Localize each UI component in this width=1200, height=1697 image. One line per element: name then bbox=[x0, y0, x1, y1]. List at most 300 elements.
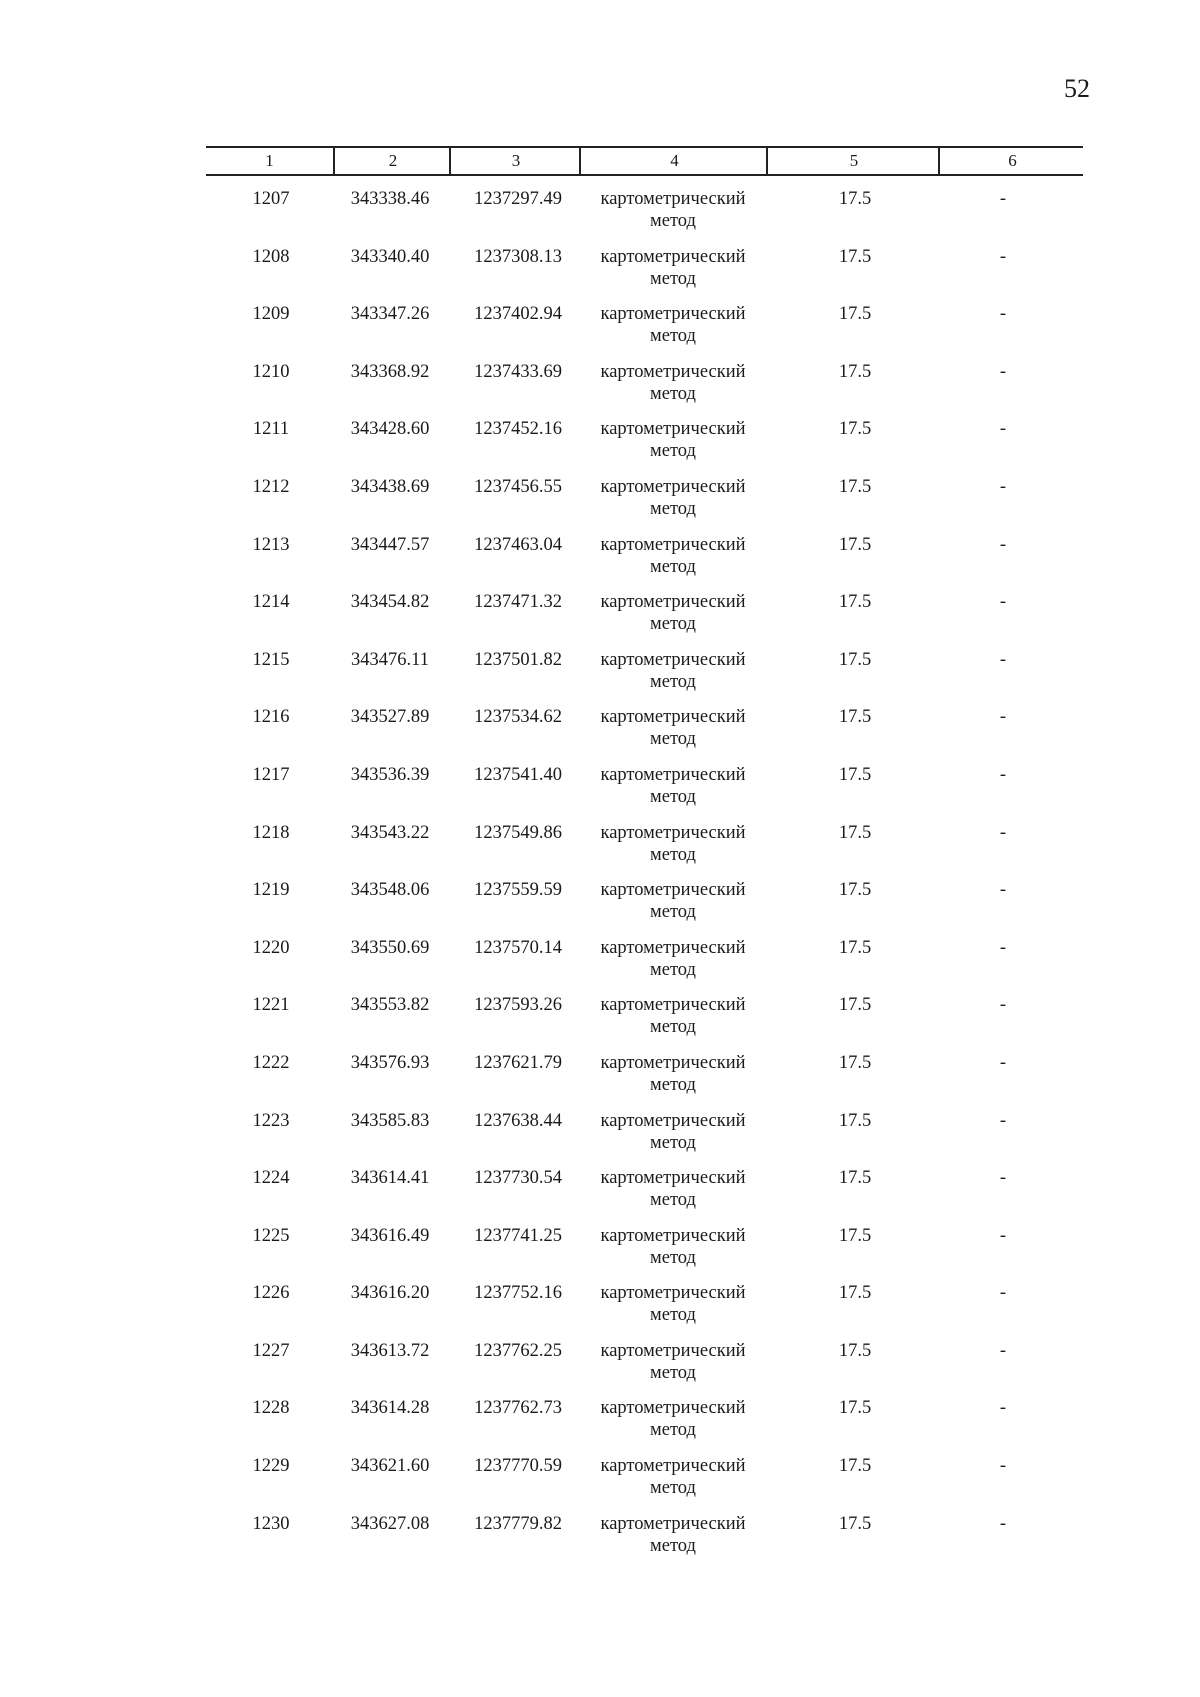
cell-point-number bbox=[226, 706, 316, 728]
table-row bbox=[0, 937, 1200, 995]
table-row bbox=[0, 1282, 1200, 1340]
cell-text: 1230 bbox=[252, 1513, 290, 1534]
cell-text: - bbox=[999, 649, 1007, 670]
cell-y-coordinate bbox=[458, 534, 578, 556]
cell-text: - bbox=[999, 937, 1007, 958]
cell-x-coordinate bbox=[340, 1110, 440, 1132]
cell-method bbox=[578, 591, 768, 635]
cell-text: 1216 bbox=[252, 707, 290, 728]
cell-text: 1237638.44 bbox=[474, 1110, 562, 1131]
cell-text: 1224 bbox=[252, 1168, 290, 1189]
cell-text: метод bbox=[650, 326, 696, 347]
table-row bbox=[0, 1397, 1200, 1455]
cell-accuracy bbox=[810, 1225, 900, 1247]
cell-text: метод bbox=[650, 844, 696, 865]
table-row bbox=[0, 361, 1200, 419]
table-row bbox=[0, 649, 1200, 707]
header-col-4: 4 bbox=[579, 148, 768, 174]
cell-text: 17.5 bbox=[838, 1052, 872, 1073]
cell-description bbox=[980, 1167, 1026, 1189]
cell-text: - bbox=[999, 822, 1007, 843]
cell-text: 1237463.04 bbox=[474, 534, 562, 555]
cell-text: 1214 bbox=[252, 592, 290, 613]
cell-text: 343616.20 bbox=[350, 1283, 430, 1304]
cell-text: картометрический bbox=[600, 419, 746, 440]
cell-text: 1237762.73 bbox=[474, 1398, 562, 1419]
table-row bbox=[0, 591, 1200, 649]
cell-text: - bbox=[999, 1398, 1007, 1419]
cell-text: 17.5 bbox=[838, 1283, 872, 1304]
cell-accuracy bbox=[810, 188, 900, 210]
cell-text: 343576.93 bbox=[350, 1052, 430, 1073]
cell-x-coordinate bbox=[340, 246, 440, 268]
cell-text: 1237297.49 bbox=[474, 189, 562, 209]
cell-point-number bbox=[226, 418, 316, 440]
cell-text: - bbox=[999, 419, 1007, 440]
cell-y-coordinate bbox=[458, 1513, 578, 1535]
cell-text: картометрический bbox=[600, 1398, 746, 1419]
cell-method bbox=[578, 1167, 768, 1211]
cell-point-number bbox=[226, 1167, 316, 1189]
cell-text: 1237456.55 bbox=[474, 476, 562, 497]
cell-text: картометрический bbox=[600, 764, 746, 785]
cell-y-coordinate bbox=[458, 879, 578, 901]
cell-text: 17.5 bbox=[838, 189, 872, 209]
table-row bbox=[0, 188, 1200, 246]
table-row bbox=[0, 764, 1200, 822]
cell-y-coordinate bbox=[458, 591, 578, 613]
cell-text: 1237452.16 bbox=[474, 419, 562, 440]
cell-text: 1209 bbox=[252, 304, 290, 325]
cell-method bbox=[578, 937, 768, 981]
cell-text: 17.5 bbox=[838, 419, 872, 440]
cell-method bbox=[578, 534, 768, 578]
cell-point-number bbox=[226, 649, 316, 671]
cell-description bbox=[980, 246, 1026, 268]
cell-text: 17.5 bbox=[838, 476, 872, 497]
cell-text: метод bbox=[650, 383, 696, 404]
cell-x-coordinate bbox=[340, 1282, 440, 1304]
cell-text: - bbox=[999, 764, 1007, 785]
cell-y-coordinate bbox=[458, 418, 578, 440]
cell-accuracy bbox=[810, 591, 900, 613]
cell-point-number bbox=[226, 1110, 316, 1132]
header-col-5: 5 bbox=[766, 148, 940, 174]
cell-text: 1217 bbox=[252, 764, 290, 785]
cell-text: 343527.89 bbox=[350, 707, 430, 728]
cell-text: 343550.69 bbox=[350, 937, 430, 958]
cell-text: метод bbox=[650, 1362, 696, 1383]
cell-y-coordinate bbox=[458, 476, 578, 498]
cell-text: - bbox=[999, 189, 1007, 209]
cell-text: 1213 bbox=[252, 534, 290, 555]
cell-accuracy bbox=[810, 706, 900, 728]
table-row bbox=[0, 1052, 1200, 1110]
cell-text: метод bbox=[650, 1535, 696, 1556]
cell-text: картометрический bbox=[600, 1110, 746, 1131]
cell-text: 1211 bbox=[252, 419, 290, 440]
cell-text: 343536.39 bbox=[350, 764, 430, 785]
cell-point-number bbox=[226, 879, 316, 901]
cell-text: 1226 bbox=[252, 1283, 290, 1304]
cell-text: - bbox=[999, 1513, 1007, 1534]
cell-description bbox=[980, 418, 1026, 440]
cell-y-coordinate bbox=[458, 361, 578, 383]
cell-point-number bbox=[226, 1225, 316, 1247]
cell-method bbox=[578, 1340, 768, 1384]
cell-text: - bbox=[999, 1456, 1007, 1477]
cell-text: 17.5 bbox=[838, 880, 872, 901]
cell-text: метод bbox=[650, 1247, 696, 1268]
cell-description bbox=[980, 476, 1026, 498]
cell-text: метод bbox=[650, 614, 696, 635]
cell-accuracy bbox=[810, 418, 900, 440]
table-row bbox=[0, 1340, 1200, 1398]
cell-x-coordinate bbox=[340, 822, 440, 844]
cell-text: картометрический bbox=[600, 707, 746, 728]
cell-description bbox=[980, 1225, 1026, 1247]
cell-text: 1227 bbox=[252, 1340, 290, 1361]
cell-point-number bbox=[226, 1513, 316, 1535]
cell-point-number bbox=[226, 937, 316, 959]
cell-text: 1218 bbox=[252, 822, 290, 843]
cell-text: метод bbox=[650, 729, 696, 750]
cell-text: 1237570.14 bbox=[474, 937, 562, 958]
cell-text: 343614.41 bbox=[350, 1168, 430, 1189]
cell-y-coordinate bbox=[458, 188, 578, 210]
cell-text: 17.5 bbox=[838, 304, 872, 325]
table-row bbox=[0, 879, 1200, 937]
cell-text: 17.5 bbox=[838, 649, 872, 670]
cell-text: 343627.08 bbox=[350, 1513, 430, 1534]
cell-text: 1237471.32 bbox=[474, 592, 562, 613]
cell-text: картометрический bbox=[600, 304, 746, 325]
cell-description bbox=[980, 937, 1026, 959]
cell-text: 1237762.25 bbox=[474, 1340, 562, 1361]
cell-method bbox=[578, 476, 768, 520]
cell-accuracy bbox=[810, 361, 900, 383]
cell-description bbox=[980, 591, 1026, 613]
cell-text: картометрический bbox=[600, 1340, 746, 1361]
cell-text: метод bbox=[650, 1132, 696, 1153]
cell-point-number bbox=[226, 591, 316, 613]
cell-text: картометрический bbox=[600, 189, 746, 209]
cell-x-coordinate bbox=[340, 1340, 440, 1362]
cell-x-coordinate bbox=[340, 1397, 440, 1419]
cell-text: - bbox=[999, 361, 1007, 382]
cell-x-coordinate bbox=[340, 706, 440, 728]
cell-accuracy bbox=[810, 649, 900, 671]
cell-text: 17.5 bbox=[838, 1513, 872, 1534]
cell-method bbox=[578, 1282, 768, 1326]
cell-text: картометрический bbox=[600, 246, 746, 267]
header-col-2: 2 bbox=[333, 148, 451, 174]
cell-method bbox=[578, 879, 768, 923]
cell-text: 17.5 bbox=[838, 1398, 872, 1419]
cell-x-coordinate bbox=[340, 303, 440, 325]
cell-text: картометрический bbox=[600, 361, 746, 382]
cell-text: 1237308.13 bbox=[474, 246, 562, 267]
cell-description bbox=[980, 1110, 1026, 1132]
cell-y-coordinate bbox=[458, 649, 578, 671]
cell-description bbox=[980, 1052, 1026, 1074]
cell-text: 343438.69 bbox=[350, 476, 430, 497]
cell-method bbox=[578, 1052, 768, 1096]
cell-text: картометрический bbox=[600, 1225, 746, 1246]
cell-text: 1208 bbox=[252, 246, 290, 267]
cell-point-number bbox=[226, 476, 316, 498]
cell-point-number bbox=[226, 303, 316, 325]
cell-text: 1237534.62 bbox=[474, 707, 562, 728]
cell-method bbox=[578, 1513, 768, 1557]
cell-accuracy bbox=[810, 303, 900, 325]
cell-text: картометрический bbox=[600, 592, 746, 613]
cell-accuracy bbox=[810, 1167, 900, 1189]
cell-method bbox=[578, 303, 768, 347]
cell-text: 17.5 bbox=[838, 1110, 872, 1131]
cell-method bbox=[578, 418, 768, 462]
cell-accuracy bbox=[810, 534, 900, 556]
table-row bbox=[0, 1455, 1200, 1513]
cell-y-coordinate bbox=[458, 1282, 578, 1304]
cell-text: 17.5 bbox=[838, 937, 872, 958]
cell-description bbox=[980, 1340, 1026, 1362]
cell-y-coordinate bbox=[458, 937, 578, 959]
cell-x-coordinate bbox=[340, 591, 440, 613]
cell-text: 1215 bbox=[252, 649, 290, 670]
cell-text: 1237541.40 bbox=[474, 764, 562, 785]
table-row bbox=[0, 303, 1200, 361]
cell-description bbox=[980, 534, 1026, 556]
cell-text: метод bbox=[650, 1305, 696, 1326]
cell-text: - bbox=[999, 995, 1007, 1016]
cell-y-coordinate bbox=[458, 1340, 578, 1362]
cell-text: 1237501.82 bbox=[474, 649, 562, 670]
cell-accuracy bbox=[810, 1513, 900, 1535]
cell-text: - bbox=[999, 1225, 1007, 1246]
cell-text: - bbox=[999, 534, 1007, 555]
cell-text: 1237559.59 bbox=[474, 880, 562, 901]
table-row bbox=[0, 534, 1200, 592]
cell-point-number bbox=[226, 1282, 316, 1304]
cell-method bbox=[578, 1225, 768, 1269]
table-body bbox=[0, 188, 1200, 1570]
cell-method bbox=[578, 361, 768, 405]
cell-point-number bbox=[226, 188, 316, 210]
cell-method bbox=[578, 1110, 768, 1154]
cell-y-coordinate bbox=[458, 1225, 578, 1247]
cell-text: 343338.46 bbox=[350, 189, 430, 209]
cell-accuracy bbox=[810, 764, 900, 786]
cell-text: картометрический bbox=[600, 1513, 746, 1534]
cell-text: метод bbox=[650, 786, 696, 807]
cell-text: 1219 bbox=[252, 880, 290, 901]
cell-accuracy bbox=[810, 994, 900, 1016]
cell-point-number bbox=[226, 764, 316, 786]
cell-text: 17.5 bbox=[838, 822, 872, 843]
cell-x-coordinate bbox=[340, 1513, 440, 1535]
cell-point-number bbox=[226, 994, 316, 1016]
cell-text: метод bbox=[650, 441, 696, 462]
cell-y-coordinate bbox=[458, 246, 578, 268]
cell-description bbox=[980, 1513, 1026, 1535]
cell-x-coordinate bbox=[340, 879, 440, 901]
cell-text: 1237593.26 bbox=[474, 995, 562, 1016]
cell-description bbox=[980, 706, 1026, 728]
cell-point-number bbox=[226, 534, 316, 556]
cell-method bbox=[578, 649, 768, 693]
cell-description bbox=[980, 1455, 1026, 1477]
cell-x-coordinate bbox=[340, 1455, 440, 1477]
table-row bbox=[0, 246, 1200, 304]
cell-method bbox=[578, 246, 768, 290]
cell-text: 343454.82 bbox=[350, 592, 430, 613]
cell-point-number bbox=[226, 1052, 316, 1074]
cell-method bbox=[578, 1397, 768, 1441]
cell-text: 17.5 bbox=[838, 707, 872, 728]
cell-accuracy bbox=[810, 1455, 900, 1477]
cell-text: 17.5 bbox=[838, 1340, 872, 1361]
cell-x-coordinate bbox=[340, 361, 440, 383]
cell-x-coordinate bbox=[340, 764, 440, 786]
table-header bbox=[206, 146, 1083, 176]
cell-text: 1221 bbox=[252, 995, 290, 1016]
cell-text: 1223 bbox=[252, 1110, 290, 1131]
cell-x-coordinate bbox=[340, 937, 440, 959]
cell-description bbox=[980, 764, 1026, 786]
cell-y-coordinate bbox=[458, 1455, 578, 1477]
cell-text: 343447.57 bbox=[350, 534, 430, 555]
cell-text: 1237730.54 bbox=[474, 1168, 562, 1189]
cell-y-coordinate bbox=[458, 706, 578, 728]
cell-text: 1237741.25 bbox=[474, 1225, 562, 1246]
cell-x-coordinate bbox=[340, 476, 440, 498]
cell-text: картометрический bbox=[600, 1456, 746, 1477]
cell-accuracy bbox=[810, 937, 900, 959]
cell-method bbox=[578, 706, 768, 750]
cell-y-coordinate bbox=[458, 1397, 578, 1419]
table-row bbox=[0, 822, 1200, 880]
cell-text: - bbox=[999, 304, 1007, 325]
cell-text: метод bbox=[650, 1420, 696, 1441]
cell-y-coordinate bbox=[458, 764, 578, 786]
cell-point-number bbox=[226, 822, 316, 844]
cell-point-number bbox=[226, 361, 316, 383]
cell-text: метод bbox=[650, 211, 696, 231]
cell-accuracy bbox=[810, 1052, 900, 1074]
cell-text: картометрический bbox=[600, 649, 746, 670]
cell-text: метод bbox=[650, 1190, 696, 1211]
header-col-1: 1 bbox=[265, 151, 274, 170]
cell-text: 343347.26 bbox=[350, 304, 430, 325]
table-row bbox=[0, 1225, 1200, 1283]
cell-text: метод bbox=[650, 1478, 696, 1499]
cell-method bbox=[578, 188, 768, 232]
table-row bbox=[0, 706, 1200, 764]
cell-text: 17.5 bbox=[838, 592, 872, 613]
cell-accuracy bbox=[810, 1397, 900, 1419]
cell-text: 17.5 bbox=[838, 1456, 872, 1477]
cell-x-coordinate bbox=[340, 994, 440, 1016]
cell-text: 343368.92 bbox=[350, 361, 430, 382]
cell-text: 343621.60 bbox=[350, 1456, 430, 1477]
cell-method bbox=[578, 822, 768, 866]
header-col-6: 6 bbox=[938, 148, 1085, 174]
cell-text: картометрический bbox=[600, 1283, 746, 1304]
cell-text: - bbox=[999, 246, 1007, 267]
cell-y-coordinate bbox=[458, 1052, 578, 1074]
cell-text: 343476.11 bbox=[351, 649, 429, 670]
cell-text: 1237549.86 bbox=[474, 822, 562, 843]
cell-text: картометрический bbox=[600, 937, 746, 958]
cell-text: 1237433.69 bbox=[474, 361, 562, 382]
cell-text: 1220 bbox=[252, 937, 290, 958]
cell-text: 1237621.79 bbox=[474, 1052, 562, 1073]
cell-text: 343553.82 bbox=[350, 995, 430, 1016]
cell-description bbox=[980, 822, 1026, 844]
cell-text: 343585.83 bbox=[350, 1110, 430, 1131]
cell-text: 343613.72 bbox=[350, 1340, 430, 1361]
table-row bbox=[0, 1167, 1200, 1225]
cell-text: 1207 bbox=[252, 189, 290, 209]
cell-y-coordinate bbox=[458, 1110, 578, 1132]
cell-x-coordinate bbox=[340, 534, 440, 556]
cell-text: метод bbox=[650, 671, 696, 692]
cell-text: метод bbox=[650, 1074, 696, 1095]
cell-x-coordinate bbox=[340, 418, 440, 440]
cell-text: картометрический bbox=[600, 1052, 746, 1073]
cell-text: 17.5 bbox=[838, 1225, 872, 1246]
cell-text: - bbox=[999, 880, 1007, 901]
cell-accuracy bbox=[810, 476, 900, 498]
cell-x-coordinate bbox=[340, 1167, 440, 1189]
cell-x-coordinate bbox=[340, 649, 440, 671]
header-col-3: 3 bbox=[449, 148, 581, 174]
cell-point-number bbox=[226, 1455, 316, 1477]
cell-text: 343616.49 bbox=[350, 1225, 430, 1246]
cell-text: 17.5 bbox=[838, 764, 872, 785]
cell-accuracy bbox=[810, 1282, 900, 1304]
cell-description bbox=[980, 649, 1026, 671]
cell-text: 343614.28 bbox=[350, 1398, 430, 1419]
cell-text: 1237770.59 bbox=[474, 1456, 562, 1477]
cell-accuracy bbox=[810, 822, 900, 844]
cell-y-coordinate bbox=[458, 1167, 578, 1189]
cell-description bbox=[980, 303, 1026, 325]
cell-text: картометрический bbox=[600, 880, 746, 901]
cell-text: 1212 bbox=[252, 476, 290, 497]
cell-text: - bbox=[999, 1283, 1007, 1304]
cell-method bbox=[578, 764, 768, 808]
cell-text: метод bbox=[650, 498, 696, 519]
cell-y-coordinate bbox=[458, 303, 578, 325]
cell-text: 1237752.16 bbox=[474, 1283, 562, 1304]
cell-text: метод bbox=[650, 902, 696, 923]
page-number: 52 bbox=[1064, 74, 1090, 103]
cell-text: - bbox=[999, 1110, 1007, 1131]
cell-text: 17.5 bbox=[838, 534, 872, 555]
cell-text: - bbox=[999, 476, 1007, 497]
cell-method bbox=[578, 1455, 768, 1499]
table-row bbox=[0, 994, 1200, 1052]
cell-text: 1222 bbox=[252, 1052, 290, 1073]
cell-description bbox=[980, 1397, 1026, 1419]
cell-x-coordinate bbox=[340, 188, 440, 210]
cell-text: 1228 bbox=[252, 1398, 290, 1419]
cell-text: 17.5 bbox=[838, 246, 872, 267]
cell-text: картометрический bbox=[600, 476, 746, 497]
cell-text: картометрический bbox=[600, 822, 746, 843]
